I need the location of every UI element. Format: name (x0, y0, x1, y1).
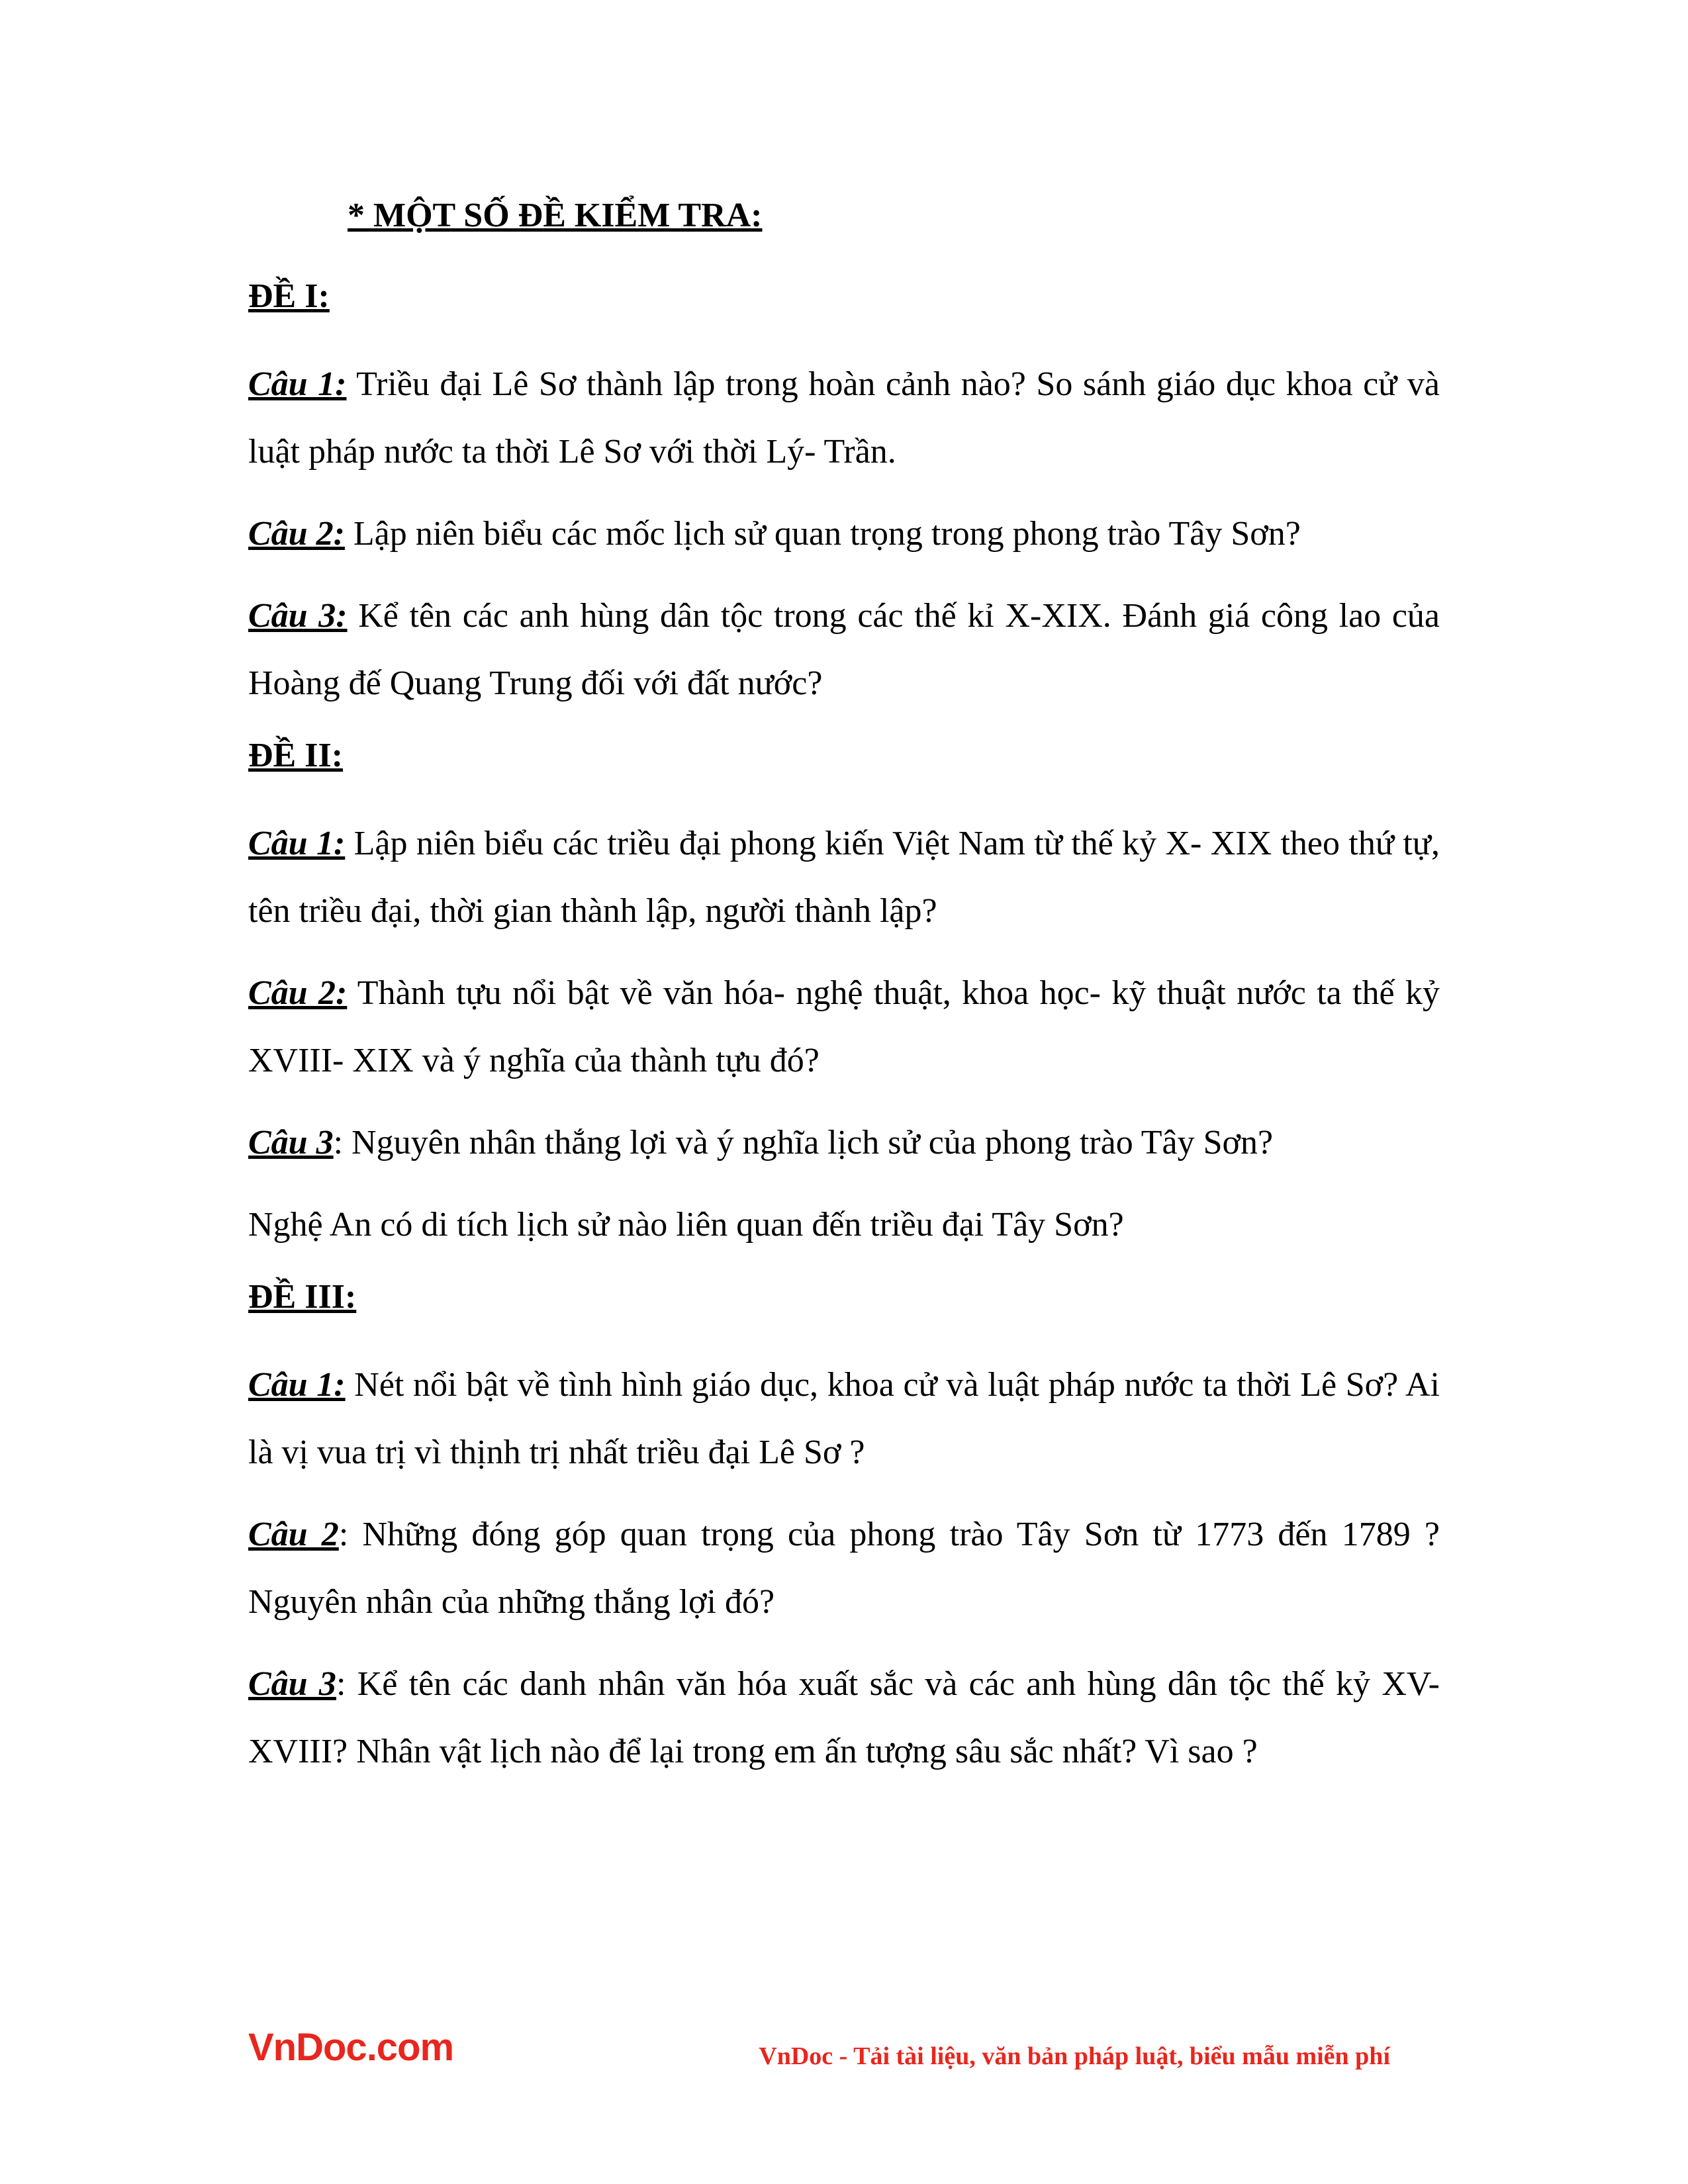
question-2-2 (248, 960, 1440, 1095)
logo-text: VnDoc (248, 2026, 367, 2069)
question-label: Câu 1: (248, 1366, 346, 1404)
question-2-3 (248, 1109, 1440, 1177)
footer-tagline[interactable]: VnDoc - Tải tài liệu, văn bản pháp luật, biểu mẫu miễn phí (759, 2042, 1390, 2070)
question-text: Nghệ An có di tích lịch sử nào liên quan đến triều đại Tây Sơn? (248, 1206, 1124, 1244)
question-text: Lập niên biểu các triều đại phong kiến Việt Nam từ thế kỷ X- XIX theo thứ tự, tên triều đại, thời gian thành lập, người thành lập? (248, 825, 1440, 930)
section-heading-1: ĐỀ I: (248, 277, 330, 315)
question-label: Câu 2: (248, 974, 348, 1012)
vndoc-logo[interactable] (248, 2025, 453, 2070)
question-2-3-cont (248, 1191, 1440, 1259)
question-text: : Kể tên các danh nhân văn hóa xuất sắc và các anh hùng dân tộc thế kỷ XV- XVIII? Nhân vật lịch nào để lại trong em ấn tượng sâu sắc nhất? Vì sao ? (248, 1665, 1440, 1770)
question-text: : Những đóng góp quan trọng của phong trào Tây Sơn từ 1773 đến 1789 ? Nguyên nhân của những thắng lợi đó? (248, 1516, 1440, 1621)
question-label: Câu 2: (248, 515, 345, 553)
question-3-3 (248, 1651, 1440, 1786)
logo-domain: .com (366, 2026, 454, 2069)
page-title: * MỘT SỐ ĐỀ KIỂM TRA: (348, 197, 763, 234)
section-heading-2: ĐỀ II: (248, 737, 344, 774)
question-3-1 (248, 1351, 1440, 1486)
question-text: : Nguyên nhân thắng lợi và ý nghĩa lịch sử của phong trào Tây Sơn? (333, 1124, 1274, 1161)
document-content (248, 192, 1440, 1800)
question-1-2 (248, 500, 1440, 568)
question-label: Câu 1: (248, 365, 347, 403)
question-label: Câu 1: (248, 825, 346, 862)
question-text: Kể tên các anh hùng dân tộc trong các thế kỉ X-XIX. Đánh giá công lao của Hoàng đế Quang Trung đối với đất nước? (248, 597, 1440, 702)
question-label: Câu 3 (248, 1124, 334, 1161)
question-text: Nét nổi bật về tình hình giáo dục, khoa cử và luật pháp nước ta thời Lê Sơ? Ai là vị vua trị vì thịnh trị nhất triều đại Lê Sơ ? (248, 1366, 1440, 1471)
question-2-1 (248, 810, 1440, 945)
question-text: Triều đại Lê Sơ thành lập trong hoàn cảnh nào? So sánh giáo dục khoa cử và luật pháp nước ta thời Lê Sơ với thời Lý- Trần. (248, 365, 1440, 471)
section-heading-3: ĐỀ III: (248, 1278, 357, 1316)
question-1-3 (248, 582, 1440, 717)
question-1-1 (248, 351, 1440, 486)
question-text: Thành tựu nổi bật về văn hóa- nghệ thuật, khoa học- kỹ thuật nước ta thế kỷ XVIII- XIX và ý nghĩa của thành tựu đó? (248, 974, 1440, 1079)
question-text: Lập niên biểu các mốc lịch sử quan trọng trong phong trào Tây Sơn? (344, 515, 1301, 553)
question-3-2 (248, 1501, 1440, 1636)
question-label: Câu 3: (248, 597, 348, 635)
question-label: Câu 3 (248, 1665, 336, 1703)
question-label: Câu 2 (248, 1516, 339, 1553)
